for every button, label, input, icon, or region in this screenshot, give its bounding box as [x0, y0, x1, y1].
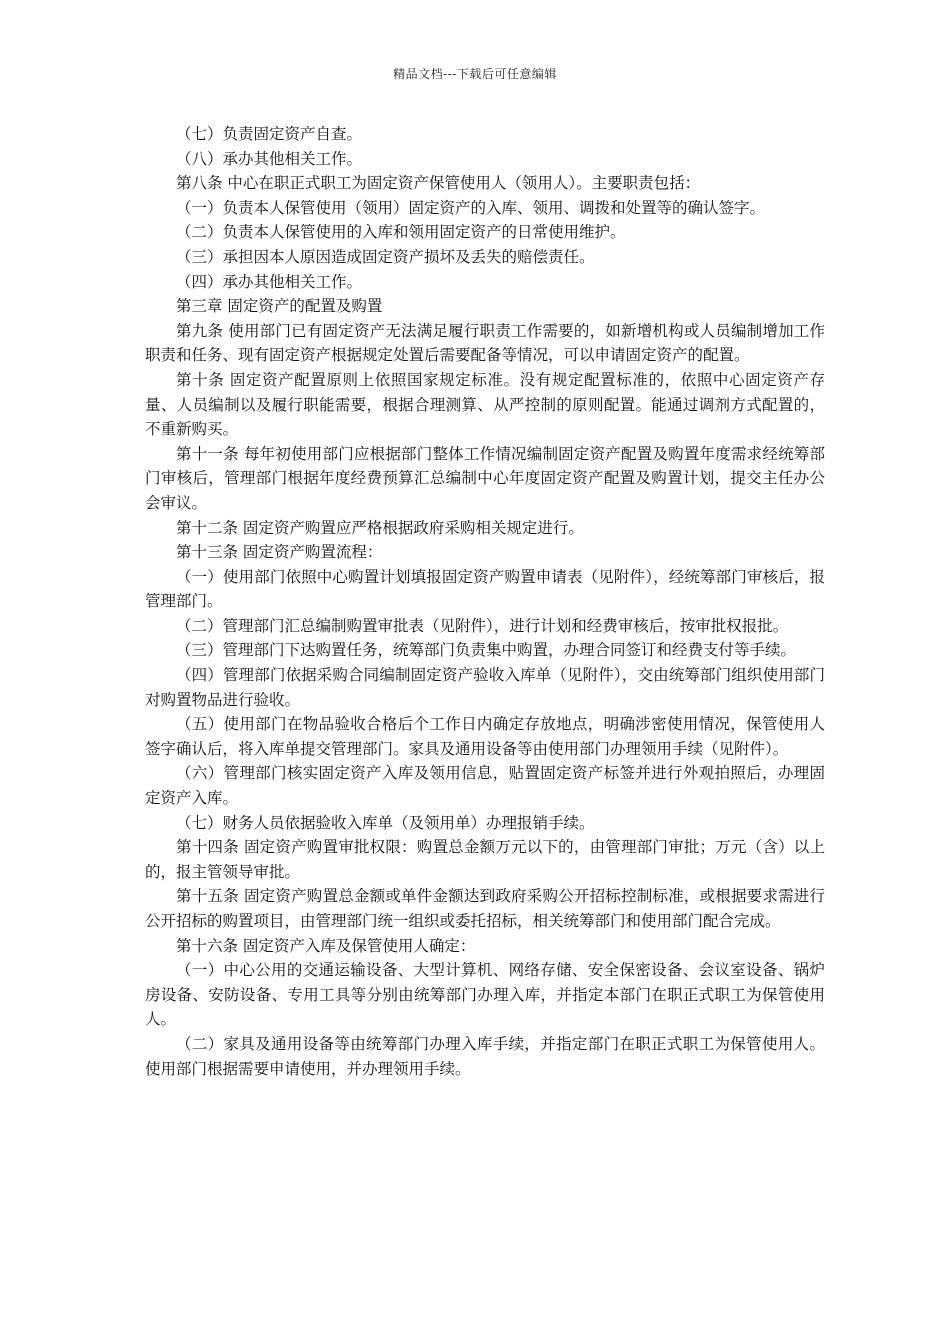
paragraph: 第九条 使用部门已有固定资产无法满足履行职责工作需要的，如新增机构或人员编制增加工作职责和任务、现有固定资产根据规定处置后需要配备等情况，可以申请固定资产的配置。	[145, 321, 825, 365]
paragraph: 第十六条 固定资产入库及保管使用人确定：	[176, 936, 476, 955]
paragraph: （七）财务人员依据验收入库单（及领用单）办理报销手续。	[176, 813, 595, 832]
chapter-heading: 第三章 固定资产的配置及购置	[176, 297, 383, 316]
paragraph: 第十二条 固定资产购置应严格根据政府采购相关规定进行。	[176, 518, 584, 537]
paragraph: 第十四条 固定资产购置审批权限：购置总金额万元以下的，由管理部门审批；万元（含）以上的，报主管领导审批。	[145, 838, 825, 881]
paragraph: （二）家具及通用设备等由统筹部门办理入库手续，并指定部门在职正式职工为保管使用人。使用部门根据需要申请使用，并办理领用手续。	[145, 1034, 825, 1078]
paragraph: （七）负责固定资产自查。	[176, 125, 363, 143]
paragraph: （二）负责本人保管使用的入库和领用固定资产的日常使用维护。	[176, 223, 626, 242]
paragraph: 第十三条 固定资产购置流程：	[176, 543, 383, 562]
paragraph: 第十条 固定资产配置原则上依照国家规定标准。没有规定配置标准的，依照中心固定资产存量、人员编制以及履行职能需要，根据合理测算、从严控制的原则配置。能通过调剂方式配置的，不重新购买。	[145, 370, 825, 439]
paragraph: 第十五条 固定资产购置总金额或单件金额达到政府采购公开招标控制标准，或根据要求需进行公开招标的购置项目，由管理部门统一组织或委托招标，相关统筹部门和使用部门配合完成。	[145, 887, 825, 930]
paragraph: （三）承担因本人原因造成固定资产损坏及丢失的赔偿责任。	[176, 247, 595, 266]
paragraph: （二）管理部门汇总编制购置审批表（见附件），进行计划和经费审核后，按审批权报批。	[176, 616, 789, 635]
paragraph: （一）使用部门依照中心购置计划填报固定资产购置申请表（见附件），经统筹部门审核后，报管理部门。	[145, 567, 825, 611]
paragraph: （三）管理部门下达购置任务，统筹部门负责集中购置，办理合同签订和经费支付等手续。	[176, 641, 797, 660]
document-body	[145, 122, 825, 1081]
paragraph: （一）负责本人保管使用（领用）固定资产的入库、领用、调拨和处置等的确认签字。	[176, 198, 766, 217]
paragraph: （五）使用部门在物品验收合格后个工作日内确定存放地点，明确涉密使用情况，保管使用人签字确认后，将入库单提交管理部门。家具及通用设备等由使用部门办理领用手续（见附件）。	[145, 715, 825, 758]
paragraph: （六）管理部门核实固定资产入库及领用信息，贴置固定资产标签并进行外观拍照后，办理固定资产入库。	[145, 764, 825, 808]
page-header: 精品文档---下载后可任意编辑	[393, 67, 557, 81]
paragraph: （八）承办其他相关工作。	[176, 149, 363, 168]
article-heading: 第八条 中心在职正式职工为固定资产保管使用人（领用人）。主要职责包括：	[176, 174, 701, 193]
paragraph: 第十一条 每年初使用部门应根据部门整体工作情况编制固定资产配置及购置年度需求经统筹部门审核后，管理部门根据年度经费预算汇总编制中心年度固定资产配置及购置计划，提交主任办公会审议。	[145, 444, 825, 512]
paragraph: （四）承办其他相关工作。	[176, 272, 363, 291]
paragraph: （一）中心公用的交通运输设备、大型计算机、网络存储、安全保密设备、会议室设备、锅炉房设备、安防设备、专用工具等分别由统筹部门办理入库，并指定本部门在职正式职工为保管使用人。	[145, 961, 825, 1029]
paragraph: （四）管理部门依据采购合同编制固定资产验收入库单（见附件），交由统筹部门组织使用部门对购置物品进行验收。	[145, 666, 825, 709]
